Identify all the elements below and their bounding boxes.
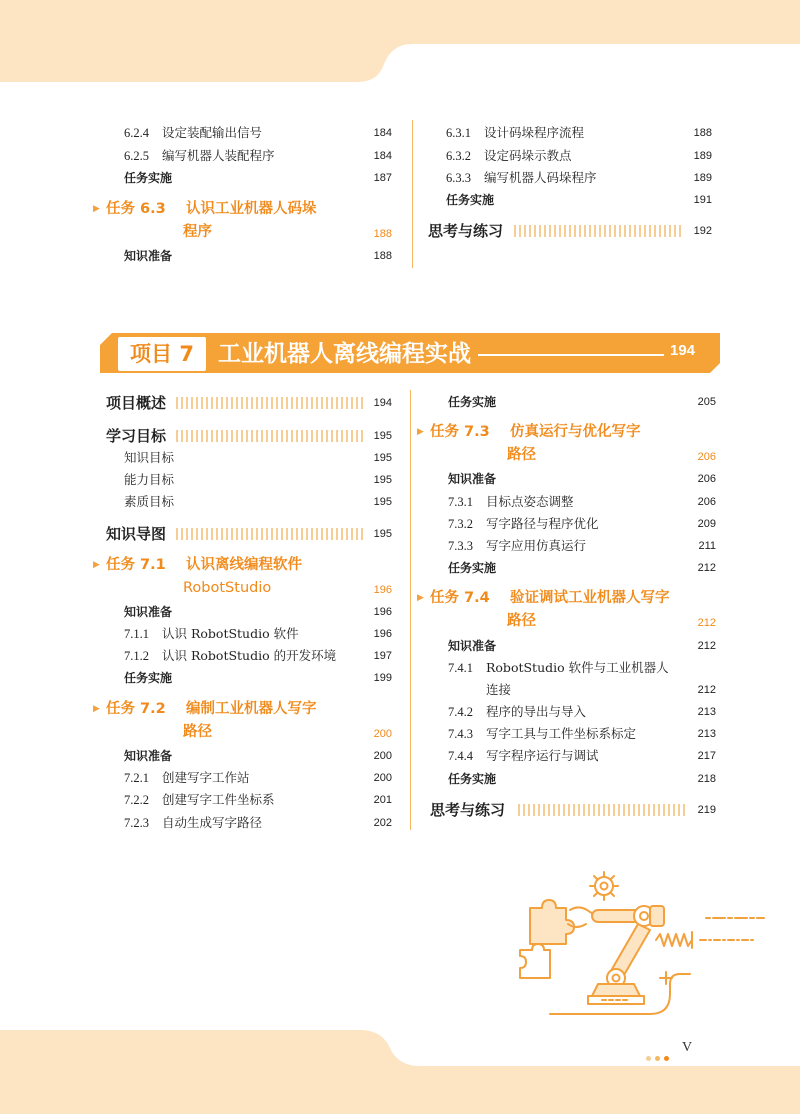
- section-code: 7.3.2: [448, 517, 473, 531]
- section-code: 7.1.2: [124, 649, 149, 663]
- section-code: 6.3.3: [446, 171, 471, 185]
- toc-entry[interactable]: [446, 123, 712, 143]
- page-number: 213: [697, 706, 716, 718]
- section-code: 7.4.3: [448, 727, 473, 741]
- page-number: 218: [697, 773, 716, 785]
- section-title: 写字程序运行与调试: [486, 748, 599, 763]
- section-code: 7.3.1: [448, 495, 473, 509]
- task-number: 任务 7.3: [430, 424, 490, 440]
- entry-label: 任务实施: [124, 171, 173, 185]
- entry-label: 任务实施: [124, 671, 173, 685]
- entry-label: 任务实施: [448, 772, 497, 786]
- page-number: 195: [373, 474, 392, 486]
- arrow-right-icon: ▶: [93, 704, 100, 714]
- page-number: 205: [697, 396, 716, 408]
- toc-entry[interactable]: [124, 624, 392, 644]
- task-title: 编制工业机器人写字: [186, 701, 317, 717]
- section-title: 设定装配输出信号: [162, 125, 263, 140]
- page-number: 212: [697, 617, 716, 629]
- section-code: 7.2.2: [124, 793, 149, 807]
- toc-section-heading[interactable]: [428, 219, 712, 243]
- section-title: 认识 RobotStudio 软件: [162, 626, 299, 641]
- toc-section-heading[interactable]: [430, 798, 716, 822]
- project-tag: [118, 337, 206, 371]
- page-number: 200: [373, 750, 392, 762]
- section-code: 6.3.1: [446, 126, 471, 140]
- task-heading[interactable]: [93, 698, 392, 740]
- project-title[interactable]: 工业机器人离线编程实战: [218, 341, 471, 367]
- task-title-line2: 路径: [507, 613, 536, 629]
- arrow-right-icon: ▶: [93, 560, 100, 570]
- banner-rule: [478, 354, 664, 356]
- page-number: 206: [697, 473, 716, 485]
- robot-arm-illustration: [510, 866, 770, 1016]
- toc-entry[interactable]: [448, 724, 716, 744]
- toc-entry[interactable]: [448, 702, 716, 722]
- dot-leader: [176, 528, 366, 540]
- section-title: 目标点姿态调整: [486, 494, 574, 509]
- task-heading[interactable]: [93, 554, 392, 596]
- page-number: 194: [373, 397, 392, 409]
- entry-label: 知识准备: [124, 249, 173, 263]
- page-number: 189: [693, 150, 712, 162]
- section-code: 6.2.4: [124, 126, 149, 140]
- section-code: 7.4.4: [448, 749, 473, 763]
- section-title-line2: 连接: [486, 682, 512, 697]
- column-divider: [410, 390, 411, 830]
- toc-entry[interactable]: [124, 813, 392, 833]
- page-number: 196: [373, 628, 392, 640]
- toc-entry[interactable]: [448, 636, 716, 656]
- section-title: 写字应用仿真运行: [486, 538, 587, 553]
- task-title: 仿真运行与优化写字: [510, 424, 641, 440]
- task-number: 任务 6.3: [106, 201, 166, 217]
- page-number: 194: [670, 342, 696, 359]
- page-number: 212: [697, 562, 716, 574]
- page-number: 188: [373, 228, 392, 240]
- task-number: 任务 7.1: [106, 557, 166, 573]
- section-title: 设定码垛示教点: [484, 148, 572, 163]
- toc-entry[interactable]: [448, 746, 716, 766]
- task-title-line2: RobotStudio: [183, 580, 272, 596]
- section-title: 认识 RobotStudio 的开发环境: [162, 648, 337, 663]
- toc-entry[interactable]: [124, 123, 392, 143]
- entry-label: 知识准备: [124, 605, 173, 619]
- page-number: 184: [373, 127, 392, 139]
- page-number: 188: [373, 250, 392, 262]
- entry-label: 知识准备: [448, 639, 497, 653]
- arrow-right-icon: ▶: [417, 427, 424, 437]
- toc-entry[interactable]: [448, 492, 716, 512]
- toc-entry[interactable]: [124, 646, 392, 666]
- page-number: 189: [693, 172, 712, 184]
- page-number: 191: [693, 194, 712, 206]
- puzzle-icon: [530, 900, 574, 944]
- section-code: 7.4.1: [448, 661, 473, 675]
- page-number: 206: [697, 496, 716, 508]
- section-title: 编写机器人装配程序: [162, 148, 275, 163]
- page-number: 201: [373, 794, 392, 806]
- toc-entry[interactable]: [124, 668, 392, 688]
- entry-label: 任务实施: [446, 193, 495, 207]
- entry-label: 素质目标: [124, 494, 175, 509]
- toc-entry[interactable]: [124, 470, 392, 490]
- toc-entry[interactable]: [124, 168, 392, 188]
- section-code: 7.1.1: [124, 627, 149, 641]
- page-number: 217: [697, 750, 716, 762]
- page-number: 192: [693, 225, 712, 237]
- section-label: 思考与练习: [430, 801, 506, 819]
- page-number: 212: [697, 684, 716, 696]
- entry-label: 任务实施: [448, 561, 497, 575]
- section-code: 7.3.3: [448, 539, 473, 553]
- footer-dots: [646, 1046, 673, 1065]
- page-number: 196: [373, 584, 392, 596]
- section-title: RobotStudio 软件与工业机器人: [486, 660, 669, 675]
- toc-entry[interactable]: [124, 146, 392, 166]
- toc-entry[interactable]: [446, 146, 712, 166]
- toc-section-heading[interactable]: [106, 391, 392, 415]
- page-number: 212: [697, 640, 716, 652]
- section-title: 程序的导出与导入: [486, 704, 587, 719]
- task-heading[interactable]: [417, 421, 716, 463]
- toc-entry[interactable]: [448, 769, 716, 789]
- section-title: 编写机器人码垛程序: [484, 170, 597, 185]
- section-title: 设计码垛程序流程: [484, 125, 585, 140]
- entry-label: 任务实施: [448, 395, 497, 409]
- task-title-line2: 路径: [183, 724, 212, 740]
- page-number: 219: [697, 804, 716, 816]
- dot-leader: [514, 225, 682, 237]
- toc-section-heading[interactable]: [106, 424, 392, 448]
- section-label: 学习目标: [106, 427, 167, 445]
- section-title: 写字工具与工件坐标系标定: [486, 726, 637, 741]
- task-title: 认识离线编程软件: [186, 557, 302, 573]
- page-number: 200: [373, 772, 392, 784]
- section-code: 7.2.3: [124, 816, 149, 830]
- toc-entry[interactable]: [448, 514, 716, 534]
- page-number: 187: [373, 172, 392, 184]
- page-number: 206: [697, 451, 716, 463]
- toc-entry[interactable]: [446, 168, 712, 188]
- section-title: 写字路径与程序优化: [486, 516, 599, 531]
- page-number: 202: [373, 817, 392, 829]
- page-number: 195: [373, 452, 392, 464]
- page-number: 195: [373, 528, 392, 540]
- task-title-line2: 程序: [183, 224, 212, 240]
- puzzle-icon: [520, 944, 550, 978]
- toc-entry[interactable]: [124, 448, 392, 468]
- toc-entry[interactable]: [446, 190, 712, 210]
- toc-entry[interactable]: [448, 392, 716, 412]
- dot-leader: [176, 397, 366, 409]
- task-title: 认识工业机器人码垛: [186, 201, 317, 217]
- toc-entry[interactable]: [448, 469, 716, 489]
- toc-entry[interactable]: [448, 558, 716, 578]
- toc-entry[interactable]: [448, 658, 716, 700]
- page-number: 188: [693, 127, 712, 139]
- arrow-right-icon: ▶: [417, 593, 424, 603]
- page-number: 196: [373, 606, 392, 618]
- section-label: 项目概述: [106, 394, 167, 412]
- task-heading[interactable]: [93, 198, 392, 240]
- entry-label: 能力目标: [124, 472, 175, 487]
- section-label: 思考与练习: [428, 222, 504, 240]
- page-number: 200: [373, 728, 392, 740]
- section-code: 7.4.2: [448, 705, 473, 719]
- section-title: 创建写字工件坐标系: [162, 792, 275, 807]
- page-number: 209: [697, 518, 716, 530]
- section-title: 自动生成写字路径: [162, 815, 263, 830]
- section-label: 知识导图: [106, 525, 167, 543]
- task-number: 任务 7.4: [430, 590, 490, 606]
- toc-entry[interactable]: [124, 246, 392, 266]
- section-code: 7.2.1: [124, 771, 149, 785]
- task-heading[interactable]: [417, 587, 716, 629]
- toc-entry[interactable]: [448, 536, 716, 556]
- page-number: 195: [373, 430, 392, 442]
- column-divider: [412, 120, 413, 268]
- gear-icon: [590, 872, 618, 900]
- header-band: [0, 0, 800, 82]
- page-number: 195: [373, 496, 392, 508]
- project-number: 项目 7: [130, 342, 194, 366]
- task-title: 验证调试工业机器人写字: [510, 590, 670, 606]
- section-code: 6.3.2: [446, 149, 471, 163]
- entry-label: 知识目标: [124, 450, 175, 465]
- section-code: 6.2.5: [124, 149, 149, 163]
- footer-band: [0, 1030, 800, 1114]
- task-number: 任务 7.2: [106, 701, 166, 717]
- section-title: 创建写字工作站: [162, 770, 250, 785]
- spring-icon: [656, 932, 756, 948]
- toc-entry[interactable]: [124, 768, 392, 788]
- task-title-line2: 路径: [507, 447, 536, 463]
- page-number: 199: [373, 672, 392, 684]
- dot-leader: [176, 430, 366, 442]
- toc-section-heading[interactable]: [106, 522, 392, 546]
- entry-label: 知识准备: [124, 749, 173, 763]
- arrow-right-icon: ▶: [93, 204, 100, 214]
- entry-label: 知识准备: [448, 472, 497, 486]
- footer-page-number: V: [682, 1040, 693, 1055]
- toc-entry[interactable]: [124, 746, 392, 766]
- toc-entry[interactable]: [124, 602, 392, 622]
- toc-entry[interactable]: [124, 790, 392, 810]
- page-number: 184: [373, 150, 392, 162]
- dot-leader: [518, 804, 688, 816]
- page-number: 211: [698, 540, 716, 552]
- page-number: 213: [697, 728, 716, 740]
- toc-entry[interactable]: [124, 492, 392, 512]
- page-number: 197: [373, 650, 392, 662]
